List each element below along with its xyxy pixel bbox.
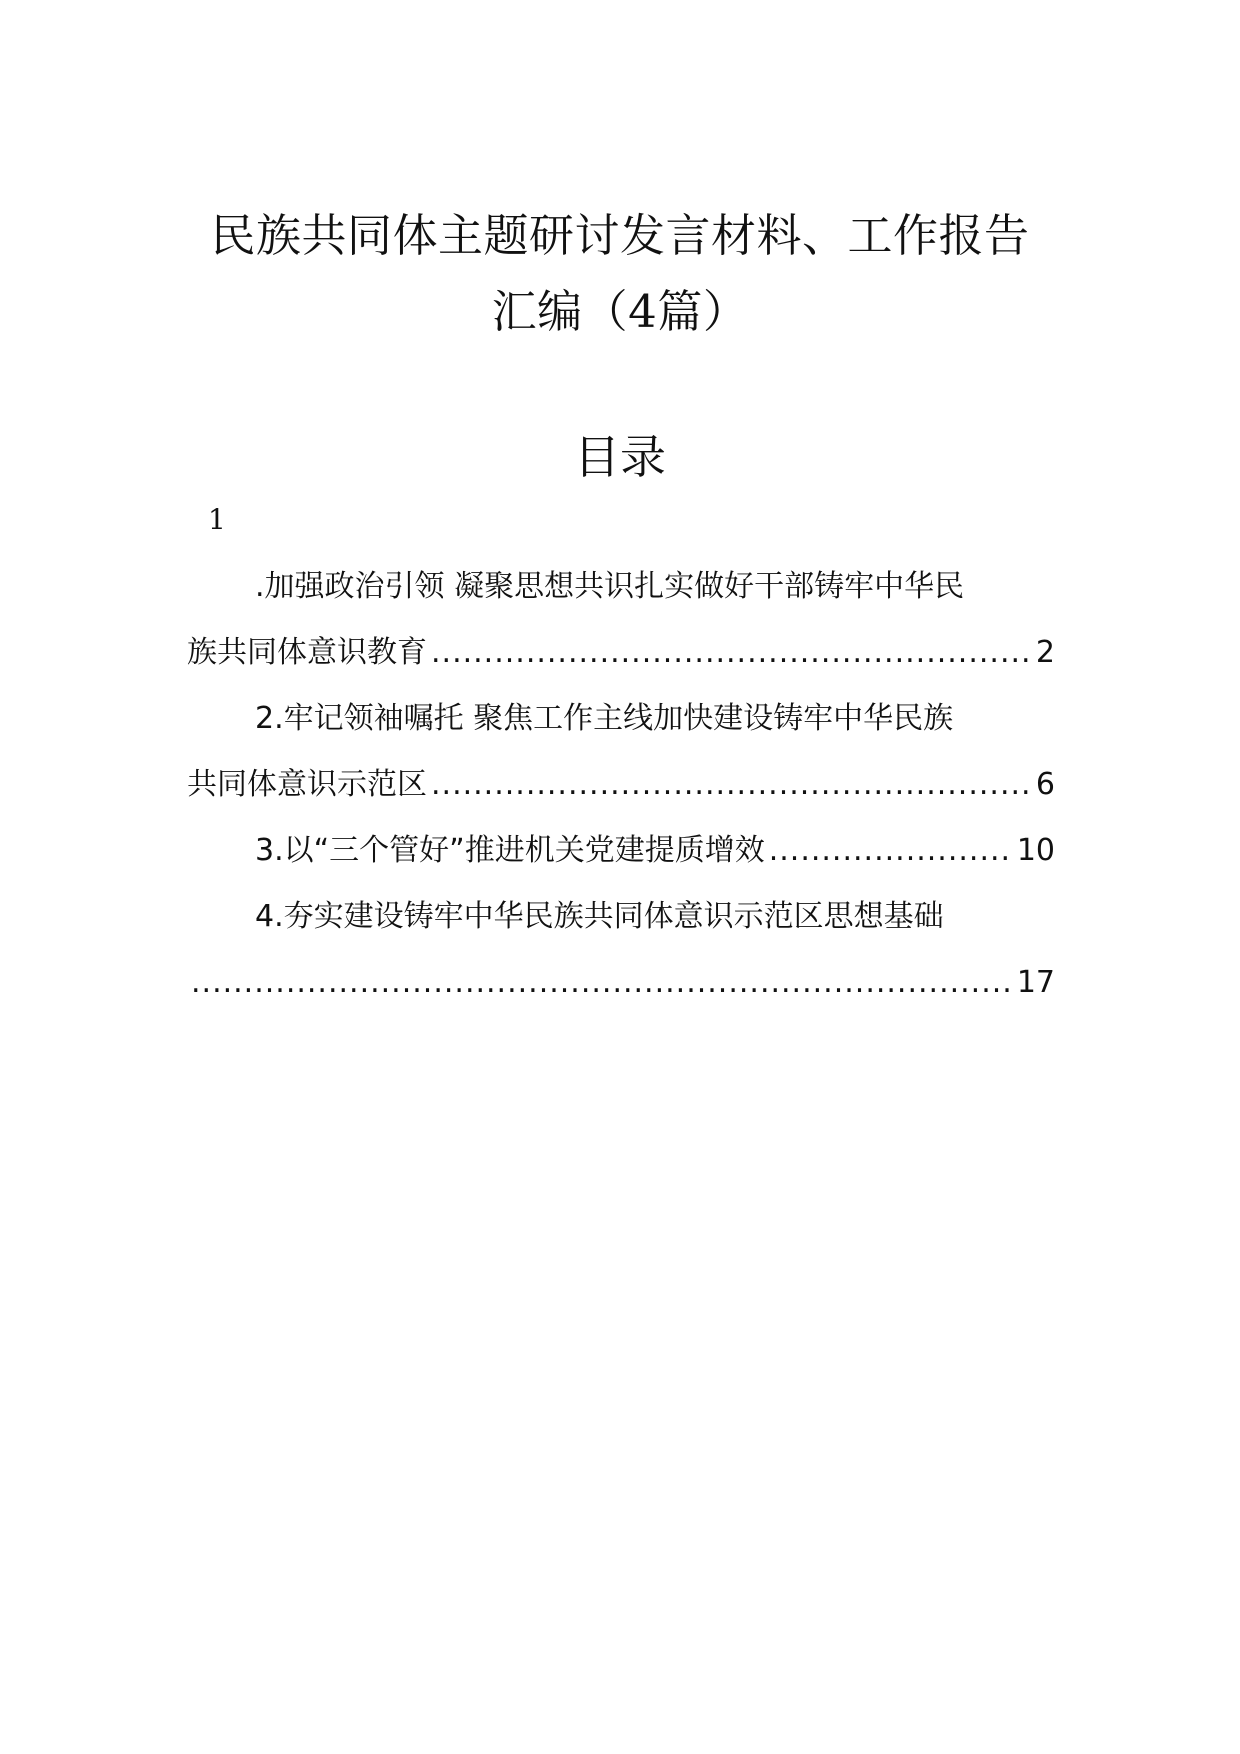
toc-entry-2-page: 6	[1035, 767, 1055, 802]
toc-entry-1-text: 族共同体意识教育	[187, 635, 427, 670]
toc-entry-4-page: 17	[1016, 965, 1055, 1000]
toc-entry-4-line-2[interactable]	[187, 950, 1055, 1016]
table-of-contents	[187, 554, 1055, 1016]
title-line-2	[150, 274, 1090, 350]
document-title	[150, 198, 1090, 350]
dot-leader	[431, 752, 1032, 818]
toc-heading: 目录	[574, 430, 666, 484]
title-line-2-prefix: 汇编（	[491, 285, 629, 338]
toc-entry-1-page: 2	[1035, 635, 1055, 670]
title-count: 4	[628, 285, 658, 338]
title-line-1: 民族共同体主题研讨发言材料、工作报告	[210, 209, 1030, 262]
dot-leader	[769, 818, 1013, 884]
toc-entry-1-line-1[interactable]: .加强政治引领 凝聚思想共识扎实做好干部铸牢中华民	[255, 569, 965, 604]
toc-entry-4-line-1[interactable]: 4.夯实建设铸牢中华民族共同体意识示范区思想基础	[255, 899, 944, 934]
toc-entry-3-text: 3.以“三个管好”推进机关党建提质增效	[255, 833, 765, 868]
title-line-2-suffix: 篇）	[657, 285, 749, 338]
stray-list-number: 1	[208, 503, 226, 536]
toc-entry-2-text: 共同体意识示范区	[187, 767, 427, 802]
toc-entry-2-line-1[interactable]: 2.牢记领袖嘱托 聚焦工作主线加快建设铸牢中华民族	[255, 701, 954, 736]
toc-entry-3[interactable]	[187, 818, 1055, 884]
dot-leader	[431, 620, 1032, 686]
toc-entry-2-line-2[interactable]	[187, 752, 1055, 818]
dot-leader	[191, 950, 1013, 1016]
toc-entry-1-line-2[interactable]	[187, 620, 1055, 686]
toc-entry-3-page: 10	[1016, 833, 1055, 868]
